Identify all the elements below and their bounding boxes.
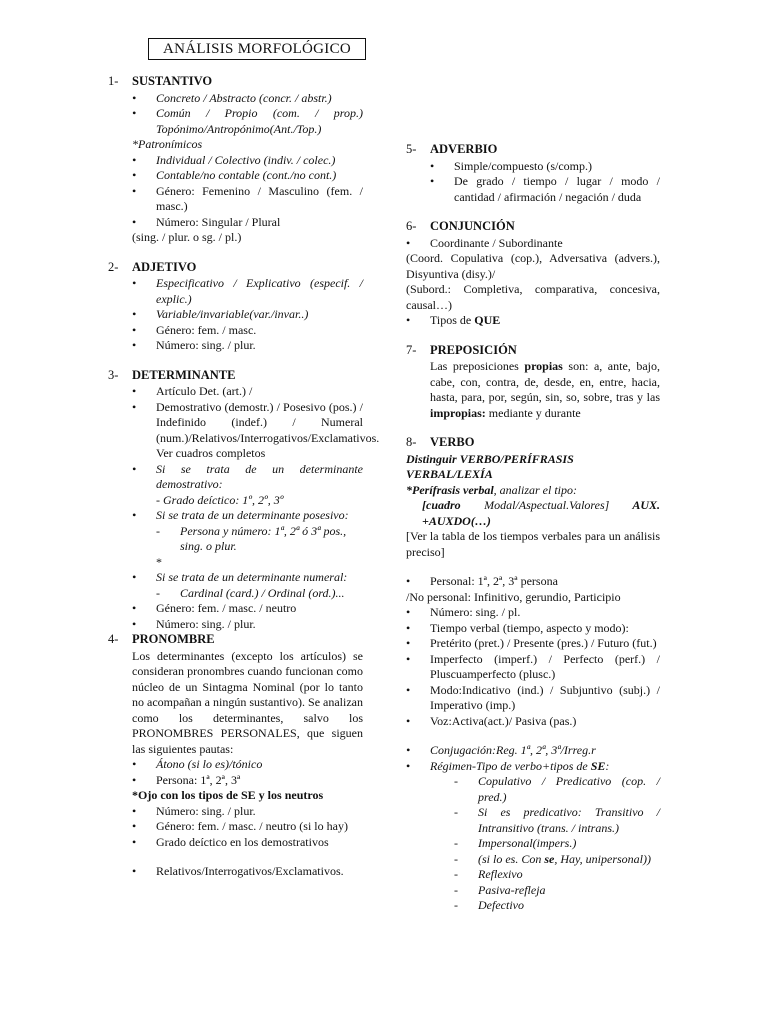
list-item: • Pretérito (pret.) / Presente (pres.) / Futuro (fut.)	[406, 636, 660, 652]
section-heading: 4- PRONOMBRE	[108, 632, 215, 646]
list-item: • Imperfecto (imperf.) / Perfecto (perf.) / Pluscuamperfecto (plusc.)	[406, 652, 660, 683]
verbo-nopersonal: /No personal: Infinitivo, gerundio, Participio	[406, 589, 621, 604]
verbo-tabla: [Ver la tabla de los tiempos verbales para un análisis preciso]	[406, 529, 660, 559]
section-preposicion	[406, 343, 660, 422]
list-item: • Número: sing. / plur.	[132, 617, 363, 633]
section-heading: 8- VERBO	[406, 435, 475, 449]
list-item: • Si se trata de un determinante numeral:	[132, 570, 363, 586]
tipos-que-item: • Tipos de QUE	[406, 313, 501, 327]
dash-item: - Reflexivo	[454, 867, 660, 883]
list-item: • Simple/compuesto (s/comp.)	[430, 159, 660, 175]
list-item: • Grado deíctico en los demostrativos	[132, 835, 363, 851]
dash-item: - Persona y número: 1ª, 2ª ó 3ª pos., sing. o plur.	[156, 524, 363, 555]
section-pronombre	[108, 632, 363, 880]
list-item: • De grado / tiempo / lugar / modo / cantidad / afirmación / negación / duda	[430, 174, 660, 205]
conjuncion-subord: (Subord.: Completiva, comparativa, concesiva, causal…)	[406, 282, 660, 312]
list-item: • Concreto / Abstracto (concr. / abstr.)	[132, 91, 363, 107]
patronimicos-note: *Patronímicos	[132, 137, 203, 151]
list-item: • Conjugación:Reg. 1ª, 2ª, 3ª/Irreg.r	[406, 743, 660, 759]
list-item: • Si se trata de un determinante posesivo:	[132, 508, 363, 524]
list-item: • Relativos/Interrogativos/Exclamativos.	[132, 864, 363, 880]
list-item: • Género: fem. / masc. / neutro (si lo hay)	[132, 819, 363, 835]
list-item: • Número: sing. / pl.	[406, 605, 660, 621]
list-item: • Modo:Indicativo (ind.) / Subjuntivo (subj.) / Imperativo (imp.)	[406, 683, 660, 714]
list-item: • Régimen-Tipo de verbo+tipos de SE:	[406, 759, 660, 775]
list-item: • Demostrativo (demostr.) / Posesivo (pos.) / Indefinido (indef.) / Numeral (num.)/Relativos/Interrogativos/Exclamativos. Ver cuadros completos	[132, 400, 363, 462]
ojo-note: *Ojo con los tipos de SE y los neutros	[132, 788, 324, 802]
dash-item: - Copulativo / Predicativo (cop. / pred.)	[454, 774, 660, 805]
sustantivo-note: (sing. / plur. o sg. / pl.)	[132, 230, 242, 244]
dash-item: - Pasiva-refleja	[454, 883, 660, 899]
list-item: • Número: Singular / Plural	[132, 215, 363, 231]
list-item: • Género: fem. / masc. / neutro	[132, 601, 363, 617]
section-heading: 5- ADVERBIO	[406, 142, 498, 156]
dash-item: - Cardinal (card.) / Ordinal (ord.)...	[156, 586, 363, 602]
list-item: • Si se trata de un determinante demostrativo:	[132, 462, 363, 493]
pronombre-text: Los determinantes (excepto los artículos) se consideran pronombres cuando funcionan como núcleo de un Sintagma Nominal (por lo tanto no acompañan a ningún sustantivo). Se analizan como los determinantes, salvo los PRONOMBRES PERSONALES, que siguen las siguientes pautas:	[132, 648, 363, 756]
verbo-persona: • Personal: 1ª, 2ª, 3ª persona	[406, 574, 558, 588]
preposicion-text: Las preposiciones propias son: a, ante, bajo, cabe, con, contra, de, desde, en, entre, hacia, hasta, para, por, según, sin, so, sobre, tras y las impropias: mediante y durante	[430, 359, 660, 420]
conjuncion-item: • Coordinante / Subordinante	[406, 235, 563, 250]
section-adjetivo	[108, 260, 363, 354]
dash-item: - Defectivo	[454, 898, 660, 914]
star-marker: *	[156, 554, 162, 569]
section-heading: 2- ADJETIVO	[108, 259, 197, 274]
list-item: • Artículo Det. (art.) /	[132, 384, 363, 400]
verbo-cuadro: [cuadro Modal/Aspectual.Valores] AUX. +AUXDO(…)	[422, 498, 660, 528]
list-item: • Átono (si lo es)/tónico	[132, 757, 363, 773]
verbo-perifrasis: *Perífrasis verbal, analizar el tipo:	[406, 482, 577, 497]
section-sustantivo	[108, 74, 363, 246]
verbo-distinguir: Distinguir VERBO/PERÍFRASIS VERBAL/LEXÍA	[406, 451, 574, 481]
list-item: • Voz:Activa(act.)/ Pasiva (pas.)	[406, 714, 660, 730]
list-item: • Número: sing. / plur.	[132, 338, 363, 354]
list-item: • Individual / Colectivo (indiv. / colec.)	[132, 153, 363, 169]
list-item: • Variable/invariable(var./invar..)	[132, 307, 363, 323]
section-heading: 1- SUSTANTIVO	[108, 74, 213, 88]
section-heading: 3- DETERMINANTE	[108, 367, 236, 382]
section-heading: 7- PREPOSICIÓN	[406, 342, 517, 357]
conjuncion-coord: (Coord. Copulativa (cop.), Adversativa (advers.), Disyuntiva (disy.)/	[406, 251, 660, 281]
list-item: • Contable/no contable (cont./no cont.)	[132, 168, 363, 184]
section-determinante	[108, 367, 380, 633]
section-conjuncion	[406, 219, 660, 329]
list-item: • Tiempo verbal (tiempo, aspecto y modo):	[406, 621, 660, 637]
grado-deictico: - Grado deíctico: 1º, 2º, 3º	[156, 492, 284, 507]
list-item: • Especificativo / Explicativo (especif. / explic.)	[132, 276, 363, 307]
left-column	[108, 74, 380, 880]
section-heading: 6- CONJUNCIÓN	[406, 219, 515, 233]
list-item: • Persona: 1ª, 2ª, 3ª	[132, 773, 363, 789]
list-item: • Género: Femenino / Masculino (fem. / masc.)	[132, 184, 363, 215]
dash-item: - (si lo es. Con se, Hay, unipersonal))	[454, 852, 660, 868]
page-title: ANÁLISIS MORFOLÓGICO	[148, 38, 366, 60]
dash-item: - Si es predicativo: Transitivo / Intransitivo (trans. / intrans.)	[454, 805, 660, 836]
list-item: • Género: fem. / masc.	[132, 323, 363, 339]
section-verbo	[406, 435, 660, 914]
right-column	[406, 142, 660, 914]
list-item: • Común / Propio (com. / prop.) Topónimo/Antropónimo(Ant./Top.)	[132, 106, 363, 137]
dash-item: - Impersonal(impers.)	[454, 836, 660, 852]
section-adverbio	[406, 142, 660, 205]
list-item: • Número: sing. / plur.	[132, 804, 363, 820]
